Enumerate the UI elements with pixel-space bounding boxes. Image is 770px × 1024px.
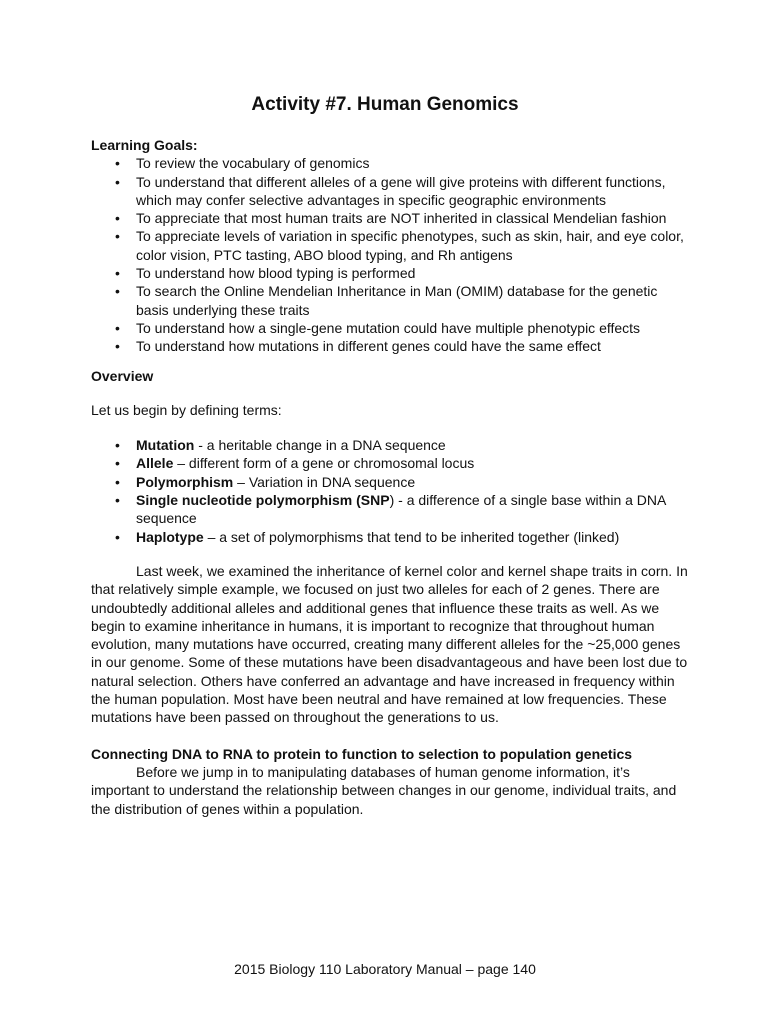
list-item: • To appreciate levels of variation in specific phenotypes, such as skin, hair, and eye color, color vision, PTC tasting, ABO blood typing, and Rh antigens bbox=[91, 227, 691, 264]
list-item: • To appreciate that most human traits are NOT inherited in classical Mendelian fashion bbox=[91, 209, 691, 227]
connecting-heading: Connecting DNA to RNA to protein to function to selection to population genetics bbox=[91, 745, 633, 762]
term-definition: – different form of a gene or chromosomal locus bbox=[173, 455, 475, 472]
term-name: Haplotype bbox=[136, 528, 204, 545]
term-item bbox=[91, 436, 691, 454]
term-name: Allele bbox=[136, 455, 174, 472]
overview-paragraph: Last week, we examined the inheritance of kernel color and kernel shape traits in corn. In that relatively simple example, we focused on just two alleles for each of 2 genes. There are undoubtedly additional alleles and additional genes that influence these traits as well. As we begin to examine inheritance in humans, it is important to recognize that throughout human evolution, many mutations have occurred, creating many different alleles for the ~25,000 genes in our genome. Some of these mutations have been disadvantageous and have been lost due to natural selection. Others have conferred an advantage and have increased in frequency within the human population. Most have been neutral and have remained at low frequencies. These mutations have been passed on throughout the generations to us. bbox=[91, 562, 688, 726]
list-item: • To understand how blood typing is performed bbox=[91, 264, 691, 282]
page-footer: 2015 Biology 110 Laboratory Manual – page 140 bbox=[234, 961, 536, 977]
list-item: • To review the vocabulary of genomics bbox=[91, 154, 691, 172]
term-item bbox=[91, 454, 691, 472]
page-title: Activity #7. Human Genomics bbox=[251, 94, 519, 115]
learning-goals-list bbox=[91, 154, 691, 355]
list-item: • To search the Online Mendelian Inheritance in Man (OMIM) database for the genetic basis underlying these traits bbox=[91, 282, 691, 319]
list-item: • To understand how a single-gene mutation could have multiple phenotypic effects bbox=[91, 319, 691, 337]
term-name: Mutation bbox=[136, 437, 195, 454]
term-item bbox=[91, 473, 691, 491]
learning-goals-heading: Learning Goals: bbox=[91, 137, 198, 153]
term-definition: – a set of polymorphisms that tend to be inherited together (linked) bbox=[203, 528, 620, 545]
term-item bbox=[91, 528, 691, 546]
term-definition: - a heritable change in a DNA sequence bbox=[194, 437, 446, 454]
overview-intro: Let us begin by defining terms: bbox=[91, 401, 282, 418]
connecting-paragraph: Before we jump in to manipulating databases of human genome information, it’s important to understand the relationship between changes in our genome, individual traits, and the distribution of genes within a population. bbox=[91, 763, 677, 817]
terms-list bbox=[91, 436, 691, 546]
content-body bbox=[91, 136, 691, 818]
term-item bbox=[91, 491, 691, 528]
term-definition: ) - a difference of a single base within a DNA sequence bbox=[136, 492, 666, 527]
term-name: Single nucleotide polymorphism (SNP bbox=[136, 492, 390, 509]
term-definition: – Variation in DNA sequence bbox=[233, 473, 416, 490]
list-item: • To understand that different alleles of a gene will give proteins with different functions, which may confer selective advantages in specific geographic environments bbox=[91, 173, 691, 210]
list-item: • To understand how mutations in different genes could have the same effect bbox=[91, 337, 691, 355]
overview-heading: Overview bbox=[91, 367, 154, 384]
term-name: Polymorphism bbox=[136, 473, 234, 490]
